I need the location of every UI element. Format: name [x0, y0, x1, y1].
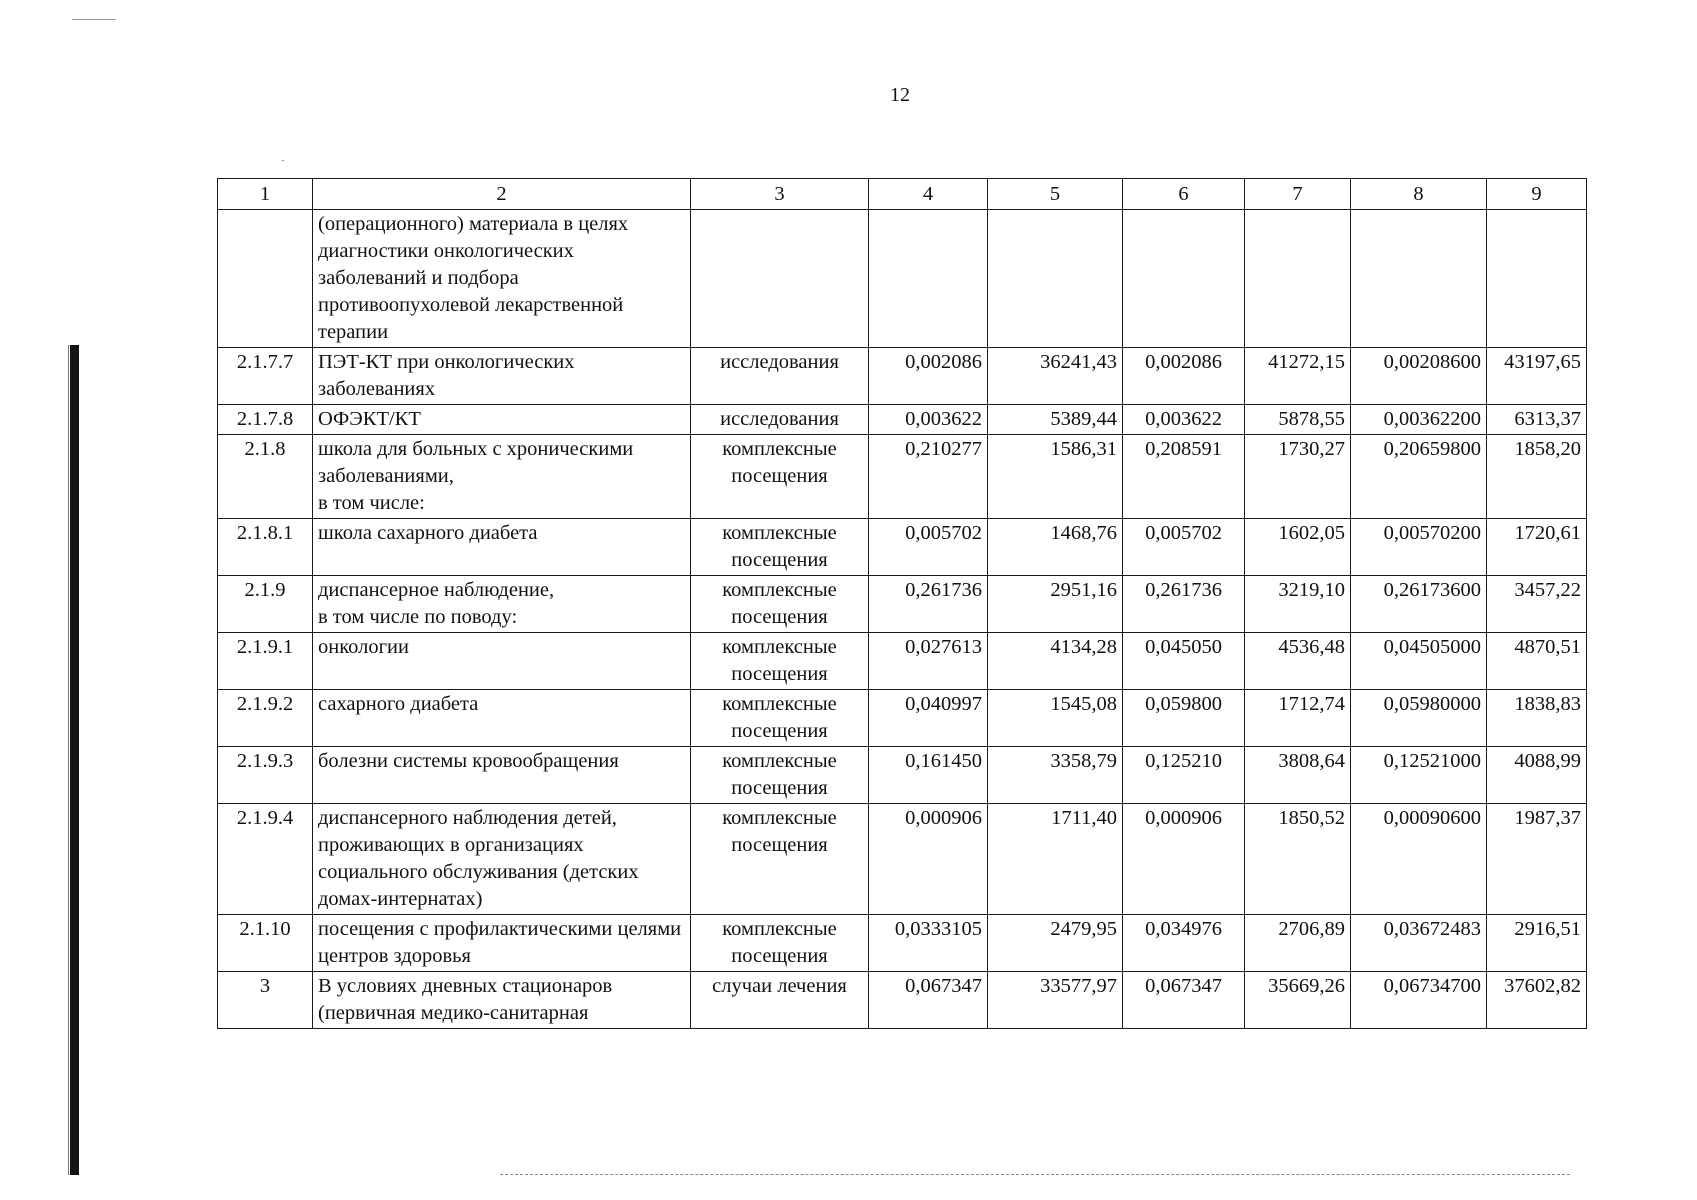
- row-col4-cell: 0,0333105: [869, 915, 988, 972]
- row-col5-cell: 5389,44: [988, 405, 1123, 435]
- table-row: [218, 435, 1587, 519]
- row-col9-cell: [1487, 210, 1587, 348]
- row-name-cell: ПЭТ-КТ при онкологических заболеваниях: [313, 348, 691, 405]
- row-col4-cell: 0,000906: [869, 804, 988, 915]
- row-col4-cell: 0,040997: [869, 690, 988, 747]
- row-col4-cell: 0,002086: [869, 348, 988, 405]
- table-row: [218, 747, 1587, 804]
- row-col4-cell: 0,161450: [869, 747, 988, 804]
- row-number-cell: 2.1.9: [218, 576, 313, 633]
- header-cell: 8: [1351, 179, 1487, 210]
- row-col6-cell: 0,000906: [1123, 804, 1245, 915]
- table-row: [218, 576, 1587, 633]
- table-row: [218, 348, 1587, 405]
- row-col5-cell: 1545,08: [988, 690, 1123, 747]
- row-number-cell: 2.1.7.7: [218, 348, 313, 405]
- row-col7-cell: [1245, 210, 1351, 348]
- row-col4-cell: 0,261736: [869, 576, 988, 633]
- row-col8-cell: 0,26173600: [1351, 576, 1487, 633]
- row-unit-cell: случаи лечения: [691, 972, 869, 1029]
- row-col5-cell: 4134,28: [988, 633, 1123, 690]
- row-unit-cell: комплексные посещения: [691, 915, 869, 972]
- row-name-cell: диспансерное наблюдение, в том числе по поводу:: [313, 576, 691, 633]
- header-cell: 5: [988, 179, 1123, 210]
- row-unit-cell: комплексные посещения: [691, 804, 869, 915]
- row-unit-cell: [691, 210, 869, 348]
- row-col7-cell: 35669,26: [1245, 972, 1351, 1029]
- row-col9-cell: 1720,61: [1487, 519, 1587, 576]
- row-col9-cell: 1987,37: [1487, 804, 1587, 915]
- row-name-cell: В условиях дневных стационаров (первичная медико-санитарная: [313, 972, 691, 1029]
- row-col4-cell: 0,210277: [869, 435, 988, 519]
- row-col5-cell: 1468,76: [988, 519, 1123, 576]
- row-col6-cell: 0,261736: [1123, 576, 1245, 633]
- row-col8-cell: 0,03672483: [1351, 915, 1487, 972]
- table-row: [218, 804, 1587, 915]
- row-col7-cell: 3219,10: [1245, 576, 1351, 633]
- header-cell: 6: [1123, 179, 1245, 210]
- row-col9-cell: 2916,51: [1487, 915, 1587, 972]
- scan-artifact-left-bar: [70, 345, 79, 1175]
- table-row: [218, 690, 1587, 747]
- row-col8-cell: 0,06734700: [1351, 972, 1487, 1029]
- row-col4-cell: 0,067347: [869, 972, 988, 1029]
- table-row: [218, 915, 1587, 972]
- row-name-cell: школа для больных с хроническими заболеваниями, в том числе:: [313, 435, 691, 519]
- row-number-cell: [218, 210, 313, 348]
- row-col7-cell: 4536,48: [1245, 633, 1351, 690]
- row-col7-cell: 5878,55: [1245, 405, 1351, 435]
- table-body: [218, 179, 1587, 1029]
- row-name-cell: диспансерного наблюдения детей, проживающих в организациях социального обслуживания (детских домах-интернатах): [313, 804, 691, 915]
- row-col6-cell: 0,067347: [1123, 972, 1245, 1029]
- row-col6-cell: 0,034976: [1123, 915, 1245, 972]
- row-number-cell: 3: [218, 972, 313, 1029]
- row-col9-cell: 3457,22: [1487, 576, 1587, 633]
- row-number-cell: 2.1.7.8: [218, 405, 313, 435]
- row-unit-cell: комплексные посещения: [691, 633, 869, 690]
- row-name-cell: посещения с профилактическими целями центров здоровья: [313, 915, 691, 972]
- header-cell: 4: [869, 179, 988, 210]
- row-col5-cell: 2951,16: [988, 576, 1123, 633]
- row-col5-cell: [988, 210, 1123, 348]
- row-col7-cell: 1730,27: [1245, 435, 1351, 519]
- row-name-cell: болезни системы кровообращения: [313, 747, 691, 804]
- table-row: [218, 405, 1587, 435]
- row-col9-cell: 4870,51: [1487, 633, 1587, 690]
- row-col8-cell: 0,04505000: [1351, 633, 1487, 690]
- row-unit-cell: исследования: [691, 348, 869, 405]
- row-number-cell: 2.1.8: [218, 435, 313, 519]
- scan-artifact-dot: [282, 160, 284, 161]
- row-col8-cell: 0,05980000: [1351, 690, 1487, 747]
- header-cell: 3: [691, 179, 869, 210]
- row-col8-cell: 0,00208600: [1351, 348, 1487, 405]
- row-number-cell: 2.1.9.1: [218, 633, 313, 690]
- row-col6-cell: 0,003622: [1123, 405, 1245, 435]
- row-col9-cell: 4088,99: [1487, 747, 1587, 804]
- row-col9-cell: 37602,82: [1487, 972, 1587, 1029]
- row-col4-cell: 0,005702: [869, 519, 988, 576]
- row-number-cell: 2.1.9.2: [218, 690, 313, 747]
- header-cell: 1: [218, 179, 313, 210]
- row-col6-cell: 0,045050: [1123, 633, 1245, 690]
- row-col8-cell: 0,20659800: [1351, 435, 1487, 519]
- row-name-cell: школа сахарного диабета: [313, 519, 691, 576]
- row-col6-cell: [1123, 210, 1245, 348]
- row-col6-cell: 0,059800: [1123, 690, 1245, 747]
- table-header-row: [218, 179, 1587, 210]
- row-col4-cell: 0,027613: [869, 633, 988, 690]
- row-col9-cell: 1858,20: [1487, 435, 1587, 519]
- row-col6-cell: 0,208591: [1123, 435, 1245, 519]
- table-row: [218, 972, 1587, 1029]
- row-col5-cell: 36241,43: [988, 348, 1123, 405]
- row-unit-cell: комплексные посещения: [691, 747, 869, 804]
- row-col7-cell: 3808,64: [1245, 747, 1351, 804]
- row-col8-cell: [1351, 210, 1487, 348]
- row-unit-cell: исследования: [691, 405, 869, 435]
- data-table: [217, 178, 1587, 1029]
- page-number: 12: [890, 84, 910, 106]
- row-col9-cell: 6313,37: [1487, 405, 1587, 435]
- row-col4-cell: [869, 210, 988, 348]
- row-col8-cell: 0,00090600: [1351, 804, 1487, 915]
- row-col7-cell: 1602,05: [1245, 519, 1351, 576]
- row-col5-cell: 3358,79: [988, 747, 1123, 804]
- scan-artifact-bottom-line: [500, 1174, 1570, 1175]
- row-col5-cell: 33577,97: [988, 972, 1123, 1029]
- row-col9-cell: 43197,65: [1487, 348, 1587, 405]
- row-col8-cell: 0,00362200: [1351, 405, 1487, 435]
- row-col5-cell: 1586,31: [988, 435, 1123, 519]
- header-cell: 9: [1487, 179, 1587, 210]
- row-col6-cell: 0,125210: [1123, 747, 1245, 804]
- table-row: [218, 519, 1587, 576]
- scan-artifact-left-thin: [68, 345, 69, 1175]
- row-number-cell: 2.1.9.3: [218, 747, 313, 804]
- table-row: [218, 210, 1587, 348]
- row-unit-cell: комплексные посещения: [691, 435, 869, 519]
- row-col4-cell: 0,003622: [869, 405, 988, 435]
- row-col5-cell: 1711,40: [988, 804, 1123, 915]
- row-unit-cell: комплексные посещения: [691, 576, 869, 633]
- row-col7-cell: 1850,52: [1245, 804, 1351, 915]
- row-col6-cell: 0,005702: [1123, 519, 1245, 576]
- row-col9-cell: 1838,83: [1487, 690, 1587, 747]
- table-row: [218, 633, 1587, 690]
- row-name-cell: (операционного) материала в целях диагностики онкологических заболеваний и подбора противоопухолевой лекарственной терапии: [313, 210, 691, 348]
- row-number-cell: 2.1.10: [218, 915, 313, 972]
- row-name-cell: сахарного диабета: [313, 690, 691, 747]
- row-col7-cell: 1712,74: [1245, 690, 1351, 747]
- row-number-cell: 2.1.9.4: [218, 804, 313, 915]
- row-col8-cell: 0,12521000: [1351, 747, 1487, 804]
- scan-artifact-top-left: [72, 19, 116, 20]
- row-col7-cell: 2706,89: [1245, 915, 1351, 972]
- header-cell: 7: [1245, 179, 1351, 210]
- row-number-cell: 2.1.8.1: [218, 519, 313, 576]
- row-name-cell: онкологии: [313, 633, 691, 690]
- row-unit-cell: комплексные посещения: [691, 690, 869, 747]
- row-col8-cell: 0,00570200: [1351, 519, 1487, 576]
- row-col7-cell: 41272,15: [1245, 348, 1351, 405]
- row-col5-cell: 2479,95: [988, 915, 1123, 972]
- row-col6-cell: 0,002086: [1123, 348, 1245, 405]
- header-cell: 2: [313, 179, 691, 210]
- row-unit-cell: комплексные посещения: [691, 519, 869, 576]
- row-name-cell: ОФЭКТ/КТ: [313, 405, 691, 435]
